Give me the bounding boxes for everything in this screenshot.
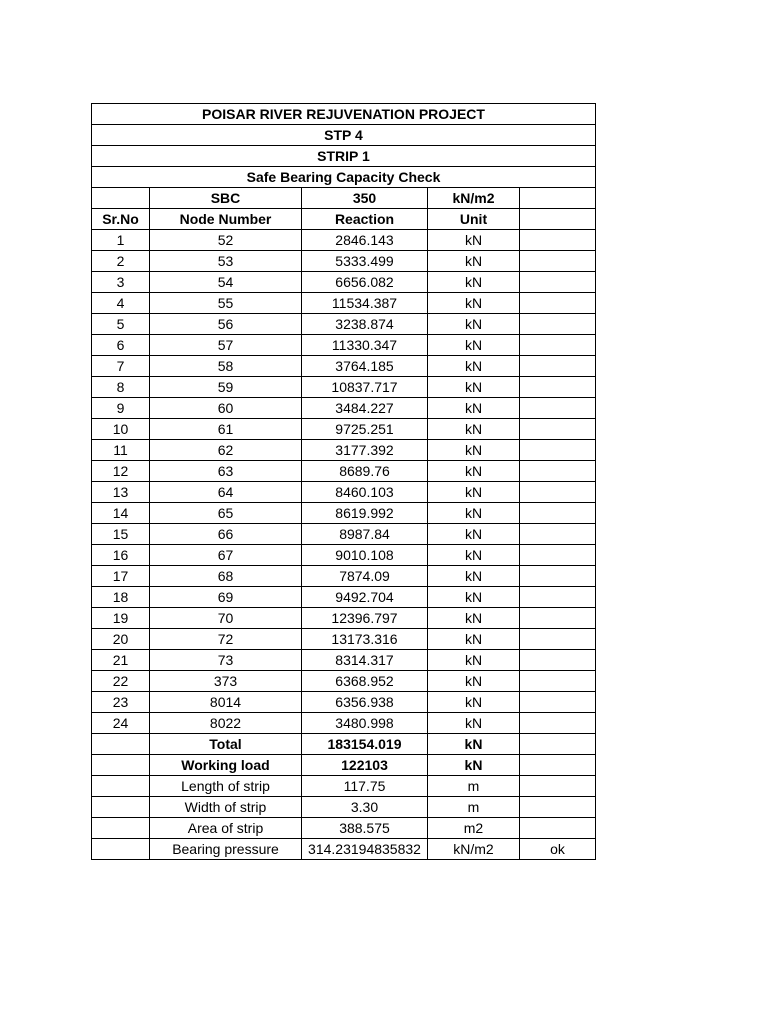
sr-no-cell: 17 [92, 566, 150, 587]
extra-cell [520, 524, 596, 545]
node-number-cell: 59 [150, 377, 302, 398]
extra-cell [520, 419, 596, 440]
extra-cell [520, 272, 596, 293]
table-body [92, 104, 596, 860]
reaction-cell: 6356.938 [302, 692, 428, 713]
sr-no-cell: 13 [92, 482, 150, 503]
unit-cell: kN [428, 419, 520, 440]
unit-cell: kN [428, 629, 520, 650]
column-header-row [92, 209, 596, 230]
summary-label: Working load [150, 755, 302, 776]
extra-cell [520, 377, 596, 398]
summary-row [92, 776, 596, 797]
table-row [92, 692, 596, 713]
summary-blank-cell [92, 818, 150, 839]
extra-cell [520, 587, 596, 608]
node-number-cell: 70 [150, 608, 302, 629]
summary-value: 388.575 [302, 818, 428, 839]
reaction-cell: 9725.251 [302, 419, 428, 440]
summary-blank-cell [92, 755, 150, 776]
sr-no-cell: 15 [92, 524, 150, 545]
summary-unit: kN [428, 755, 520, 776]
sbc-value: 350 [302, 188, 428, 209]
summary-row [92, 818, 596, 839]
reaction-cell: 6368.952 [302, 671, 428, 692]
extra-cell [520, 356, 596, 377]
node-number-cell: 72 [150, 629, 302, 650]
sr-no-cell: 11 [92, 440, 150, 461]
table-row [92, 482, 596, 503]
node-number-cell: 67 [150, 545, 302, 566]
summary-label: Length of strip [150, 776, 302, 797]
summary-label: Area of strip [150, 818, 302, 839]
table-row [92, 335, 596, 356]
reaction-cell: 11534.387 [302, 293, 428, 314]
summary-row [92, 734, 596, 755]
title-row [92, 104, 596, 125]
table-row [92, 461, 596, 482]
node-number-cell: 53 [150, 251, 302, 272]
node-number-cell: 54 [150, 272, 302, 293]
extra-cell [520, 608, 596, 629]
check-title-row [92, 167, 596, 188]
extra-cell [520, 692, 596, 713]
node-number-cell: 73 [150, 650, 302, 671]
summary-remark [520, 776, 596, 797]
table-row [92, 566, 596, 587]
node-number-cell: 68 [150, 566, 302, 587]
sr-no-cell: 20 [92, 629, 150, 650]
table-row [92, 398, 596, 419]
check-title: Safe Bearing Capacity Check [92, 167, 596, 188]
table-row [92, 503, 596, 524]
node-number-cell: 56 [150, 314, 302, 335]
col-header-unit: Unit [428, 209, 520, 230]
unit-cell: kN [428, 713, 520, 734]
summary-row [92, 797, 596, 818]
sr-no-cell: 1 [92, 230, 150, 251]
unit-cell: kN [428, 587, 520, 608]
node-number-cell: 64 [150, 482, 302, 503]
table-row [92, 440, 596, 461]
table-row [92, 230, 596, 251]
summary-blank-cell [92, 734, 150, 755]
sbc-unit: kN/m2 [428, 188, 520, 209]
sr-no-cell: 8 [92, 377, 150, 398]
extra-cell [520, 713, 596, 734]
sr-no-cell: 21 [92, 650, 150, 671]
bearing-capacity-table [91, 103, 596, 860]
summary-value: 117.75 [302, 776, 428, 797]
unit-cell: kN [428, 524, 520, 545]
extra-cell [520, 671, 596, 692]
reaction-cell: 8460.103 [302, 482, 428, 503]
unit-cell: kN [428, 398, 520, 419]
unit-cell: kN [428, 692, 520, 713]
summary-unit: kN/m2 [428, 839, 520, 860]
sbc-row [92, 188, 596, 209]
summary-unit: kN [428, 734, 520, 755]
unit-cell: kN [428, 272, 520, 293]
reaction-cell: 3764.185 [302, 356, 428, 377]
reaction-cell: 13173.316 [302, 629, 428, 650]
table-row [92, 524, 596, 545]
table-row [92, 293, 596, 314]
sr-no-cell: 7 [92, 356, 150, 377]
strip-row [92, 146, 596, 167]
sr-no-cell: 18 [92, 587, 150, 608]
extra-cell [520, 503, 596, 524]
unit-cell: kN [428, 230, 520, 251]
reaction-cell: 9492.704 [302, 587, 428, 608]
table-row [92, 608, 596, 629]
sr-no-cell: 14 [92, 503, 150, 524]
reaction-cell: 3177.392 [302, 440, 428, 461]
summary-value: 314.23194835832 [302, 839, 428, 860]
node-number-cell: 65 [150, 503, 302, 524]
table-row [92, 272, 596, 293]
col-header-extra [520, 209, 596, 230]
sr-no-cell: 12 [92, 461, 150, 482]
sr-no-cell: 10 [92, 419, 150, 440]
table-row [92, 419, 596, 440]
summary-blank-cell [92, 797, 150, 818]
reaction-cell: 8987.84 [302, 524, 428, 545]
summary-blank-cell [92, 776, 150, 797]
reaction-cell: 7874.09 [302, 566, 428, 587]
table-row [92, 587, 596, 608]
node-number-cell: 62 [150, 440, 302, 461]
summary-unit: m [428, 797, 520, 818]
extra-cell [520, 398, 596, 419]
unit-cell: kN [428, 440, 520, 461]
node-number-cell: 58 [150, 356, 302, 377]
summary-remark [520, 818, 596, 839]
unit-cell: kN [428, 335, 520, 356]
unit-cell: kN [428, 482, 520, 503]
extra-cell [520, 650, 596, 671]
sbc-label: SBC [150, 188, 302, 209]
summary-row [92, 755, 596, 776]
reaction-cell: 8689.76 [302, 461, 428, 482]
node-number-cell: 57 [150, 335, 302, 356]
extra-cell [520, 293, 596, 314]
sr-no-cell: 2 [92, 251, 150, 272]
table-row [92, 629, 596, 650]
summary-remark [520, 755, 596, 776]
table-row [92, 377, 596, 398]
unit-cell: kN [428, 293, 520, 314]
sr-no-cell: 23 [92, 692, 150, 713]
sr-no-cell: 16 [92, 545, 150, 566]
strip-label: STRIP 1 [92, 146, 596, 167]
summary-blank-cell [92, 839, 150, 860]
table-row [92, 650, 596, 671]
unit-cell: kN [428, 461, 520, 482]
summary-row [92, 839, 596, 860]
node-number-cell: 8022 [150, 713, 302, 734]
reaction-cell: 5333.499 [302, 251, 428, 272]
summary-value: 3.30 [302, 797, 428, 818]
sr-no-cell: 24 [92, 713, 150, 734]
table-row [92, 713, 596, 734]
extra-cell [520, 314, 596, 335]
unit-cell: kN [428, 650, 520, 671]
unit-cell: kN [428, 566, 520, 587]
unit-cell: kN [428, 671, 520, 692]
summary-unit: m [428, 776, 520, 797]
reaction-cell: 3480.998 [302, 713, 428, 734]
extra-cell [520, 230, 596, 251]
project-title: POISAR RIVER REJUVENATION PROJECT [92, 104, 596, 125]
extra-cell [520, 440, 596, 461]
table-row [92, 314, 596, 335]
sr-no-cell: 3 [92, 272, 150, 293]
summary-label: Width of strip [150, 797, 302, 818]
extra-cell [520, 482, 596, 503]
node-number-cell: 66 [150, 524, 302, 545]
node-number-cell: 61 [150, 419, 302, 440]
sr-no-cell: 4 [92, 293, 150, 314]
table-row [92, 545, 596, 566]
summary-remark: ok [520, 839, 596, 860]
unit-cell: kN [428, 545, 520, 566]
col-header-node-number: Node Number [150, 209, 302, 230]
unit-cell: kN [428, 377, 520, 398]
col-header-reaction: Reaction [302, 209, 428, 230]
reaction-cell: 3484.227 [302, 398, 428, 419]
node-number-cell: 63 [150, 461, 302, 482]
unit-cell: kN [428, 314, 520, 335]
extra-cell [520, 629, 596, 650]
unit-cell: kN [428, 356, 520, 377]
reaction-cell: 6656.082 [302, 272, 428, 293]
stp-label: STP 4 [92, 125, 596, 146]
reaction-cell: 10837.717 [302, 377, 428, 398]
node-number-cell: 55 [150, 293, 302, 314]
sr-no-cell: 9 [92, 398, 150, 419]
extra-cell [520, 335, 596, 356]
unit-cell: kN [428, 608, 520, 629]
node-number-cell: 373 [150, 671, 302, 692]
reaction-cell: 8619.992 [302, 503, 428, 524]
sr-no-cell: 5 [92, 314, 150, 335]
summary-value: 183154.019 [302, 734, 428, 755]
node-number-cell: 69 [150, 587, 302, 608]
reaction-cell: 12396.797 [302, 608, 428, 629]
reaction-cell: 2846.143 [302, 230, 428, 251]
summary-value: 122103 [302, 755, 428, 776]
stp-row [92, 125, 596, 146]
sbc-blank-cell [92, 188, 150, 209]
col-header-sr-no: Sr.No [92, 209, 150, 230]
node-number-cell: 52 [150, 230, 302, 251]
summary-label: Total [150, 734, 302, 755]
sr-no-cell: 6 [92, 335, 150, 356]
summary-remark [520, 734, 596, 755]
sr-no-cell: 22 [92, 671, 150, 692]
summary-unit: m2 [428, 818, 520, 839]
reaction-cell: 9010.108 [302, 545, 428, 566]
extra-cell [520, 566, 596, 587]
sbc-extra-cell [520, 188, 596, 209]
table-row [92, 671, 596, 692]
sr-no-cell: 19 [92, 608, 150, 629]
reaction-cell: 8314.317 [302, 650, 428, 671]
table-row [92, 356, 596, 377]
node-number-cell: 60 [150, 398, 302, 419]
reaction-cell: 3238.874 [302, 314, 428, 335]
table-row [92, 251, 596, 272]
extra-cell [520, 251, 596, 272]
unit-cell: kN [428, 503, 520, 524]
extra-cell [520, 461, 596, 482]
extra-cell [520, 545, 596, 566]
summary-label: Bearing pressure [150, 839, 302, 860]
node-number-cell: 8014 [150, 692, 302, 713]
summary-remark [520, 797, 596, 818]
reaction-cell: 11330.347 [302, 335, 428, 356]
unit-cell: kN [428, 251, 520, 272]
